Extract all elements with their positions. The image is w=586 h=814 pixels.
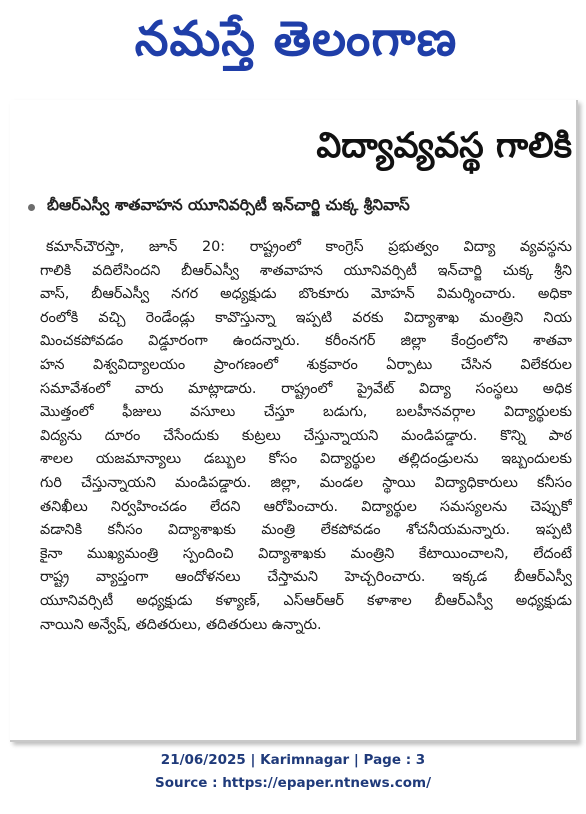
article-line: శాలల యజమాన్యాలు డబ్బుల కోసం విద్యార్థుల తల్లిదండ్రులను ఇబ్బందులకు bbox=[40, 451, 572, 468]
article-headline: విద్యావ్యవస్థ గాలికి bbox=[316, 126, 572, 166]
article-line: తనిఖీలు నిర్వహించడం లేదని ఆరోపించారు. విద్యార్థుల సమస్యలను చెప్పుకో bbox=[40, 498, 572, 515]
article-line: గురి చేస్తున్నాయని మండిపడ్డారు. జిల్లా, మండల స్థాయి విద్యాధికారులు కనీసం bbox=[40, 474, 572, 491]
bullet-icon bbox=[28, 204, 35, 211]
article-line: యూనివర్సిటీ అధ్యక్షుడు కళ్యాణ్, ఎస్ఆర్ఆర్ కళాశాల బీఆర్ఎస్వీ అధ్యక్షుడు bbox=[40, 592, 572, 609]
edition-info: 21/06/2025 | Karimnagar | Page : 3 bbox=[160, 752, 426, 768]
article-line: నాయిని అన్వేష్, తదితరులు, తదితరులు ఉన్నారు. bbox=[40, 616, 322, 633]
article-line: కమాన్‌చౌరస్తా, జూన్ 20: రాష్ట్రంలో కాంగ్రెస్ ప్రభుత్వం విద్యా వ్యవస్థను bbox=[46, 239, 572, 255]
article-line: వడానికి కనీసం విద్యాశాఖకు మంత్రి లేకపోవడం శోచనీయమన్నారు. ఇప్పటి bbox=[40, 522, 572, 539]
newspaper-masthead bbox=[86, 2, 506, 76]
article-line: కైనా ముఖ్యమంత్రి స్పందించి విద్యాశాఖకు మంత్రిని కేటాయించాలని, లేదంటే bbox=[40, 545, 572, 562]
source-link[interactable]: Source : https://epaper.ntnews.com/ bbox=[154, 775, 432, 791]
article-subheadline: బీఆర్ఎస్వీ శాతవాహన యూనివర్సిటీ ఇన్‌చార్జి చుక్క శ్రీనివాస్ bbox=[47, 196, 410, 214]
article-line: హన విశ్వవిద్యాలయం ప్రాంగణంలో శుక్రవారం ఏర్పాటు చేసిన విలేకరుల bbox=[40, 356, 572, 373]
article-body bbox=[40, 236, 572, 637]
article-line: రంలోకి వచ్చి రెండేండ్లు కావొస్తున్నా ఇప్పటి వరకు విద్యాశాఖ మంత్రిని నియ bbox=[40, 309, 572, 326]
article-line: వాస్, బీఆర్ఎస్వీ నగర అధ్యక్షుడు బొంకూరు మోహన్ విమర్శించారు. అధికా bbox=[40, 286, 572, 303]
article-line: గాలికి వదిలేసిందని బీఆర్ఎస్వీ శాతవాహన యూనివర్సిటీ ఇన్‌చార్జి చుక్క శ్రీని bbox=[40, 262, 572, 279]
article-subheadline-row bbox=[28, 192, 573, 222]
article-line: రాష్ట్ర వ్యాప్తంగా ఆందోళనలు చేస్తామని హెచ్చరించారు. ఇక్కడ బీఆర్ఎస్వీ bbox=[40, 569, 572, 586]
article-line: మొత్తంలో ఫీజులు వసూలు చేస్తూ బడుగు, బలహీనవర్గాల విద్యార్థులకు bbox=[40, 404, 572, 421]
article-line: సమావేశంలో వారు మాట్లాడారు. రాష్ట్రంలో ప్రైవేట్ విద్యా సంస్థలు అధిక bbox=[40, 380, 572, 397]
article-line: మించకపోవడం విడ్డూరంగా ఉందన్నారు. కరీంనగర్ జిల్లా కేంద్రంలోని శాతవా bbox=[40, 333, 572, 350]
article-line: విద్యను దూరం చేసేందుకు కుట్రలు చేస్తున్నాయని మండిపడ్డారు. కొన్ని పాఠ bbox=[40, 427, 572, 444]
masthead-title: నమస్తే తెలంగాణ bbox=[134, 11, 458, 67]
